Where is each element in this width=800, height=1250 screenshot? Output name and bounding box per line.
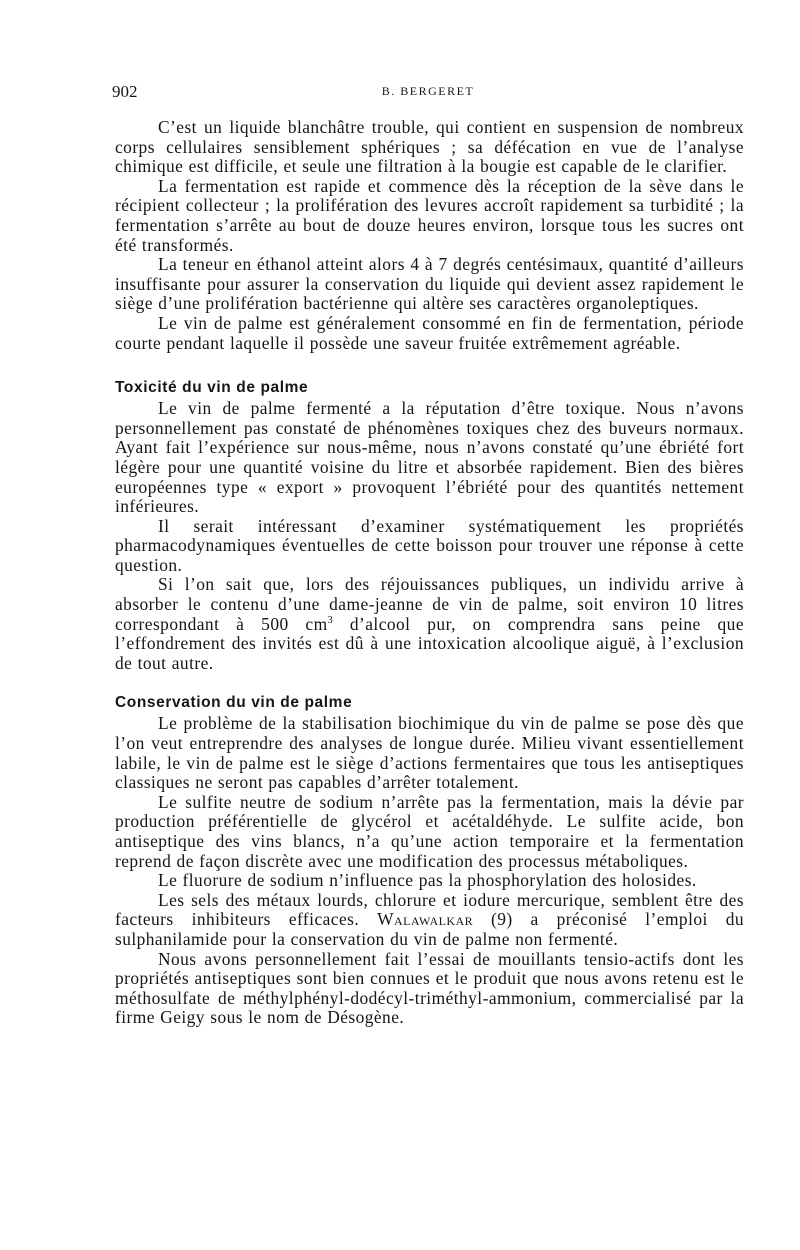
section-heading-conservation: Conservation du vin de palme xyxy=(115,694,353,712)
conservation-paragraph-4 xyxy=(115,891,744,950)
conservation-paragraph-5: Nous avons personnellement fait l’essai de mouillants tensio-actifs dont les propriétés antiseptiques sont bien connues et le produit que nous avons retenu est le méthosulfate de méthylphényl-dodécyl-triméthyl-ammonium, commercialisé par la firme Geigy sous le nom de Désogène. xyxy=(115,948,744,1028)
conservation-p4-text-after: (9) a préconisé l’emploi du sulphanilamide pour la conservation du vin de palme non fermenté. xyxy=(115,909,745,949)
running-head: B. BERGERET xyxy=(381,84,475,98)
page-number: 902 xyxy=(112,82,138,101)
conservation-paragraph-2: Le sulfite neutre de sodium n’arrête pas la fermentation, mais la dévie par production préférentielle de glycérol et acétaldéhyde. Le sulfite acide, bon antiseptique des vins blancs, n’a qu’une action temporaire et la fermentation reprend de façon discrète avec une modification des processus métaboliques. xyxy=(115,791,744,871)
cubic-superscript: 3 xyxy=(327,614,334,626)
intro-paragraph-4: Le vin de palme est généralement consommé en fin de fermentation, période courte pendant laquelle il possède une saveur fruitée extrêmement agréable. xyxy=(115,312,744,353)
intro-paragraph-2: La fermentation est rapide et commence dès la réception de la sève dans le récipient collecteur ; la prolifération des levures accroît rapidement sa turbidité ; la fermentation s’arrête au bout de douze heures environ, lorsque tous les sucres ont été transformés. xyxy=(115,175,744,255)
toxicity-paragraph-2: Il serait intéressant d’examiner systématiquement les propriétés pharmacodynamiques éventuelles de cette boisson pour trouver une réponse à cette question. xyxy=(115,515,744,575)
toxicity-p3-text-after: d’alcool pur, on comprendra sans peine que l’effondrement des invités est dû à une intoxication alcoolique aiguë, à l’exclusion de tout autre. xyxy=(115,613,744,673)
conservation-paragraph-3: Le fluorure de sodium n’influence pas la phosphorylation des holosides. xyxy=(158,870,697,891)
toxicity-p3-text-before: Si l’on sait que, lors des réjouissances publiques, un individu arrive à absorber le contenu d’une dame-jeanne de vin de palme, soit environ 10 litres correspondant à 500 cm xyxy=(115,574,744,634)
intro-paragraph-1: C’est un liquide blanchâtre trouble, qui contient en suspension de nombreux corps cellulaires sensiblement sphériques ; sa défécation en vue de l’analyse chimique est difficile, et seule une filtration à la bougie est capable de le clarifier. xyxy=(115,117,744,177)
conservation-p4-text-before: Les sels des métaux lourds, chlorure et iodure mercurique, semblent être des facteurs inhibiteurs efficaces. xyxy=(115,889,744,930)
conservation-paragraph-1: Le problème de la stabilisation biochimique du vin de palme se pose dès que l’on veut entreprendre des analyses de longue durée. Milieu vivant essentiellement labile, le vin de palme est le siège d’actions fermentaires que tous les antiseptiques classiques ne seront pas capables d’arrêter totalement. xyxy=(115,713,744,793)
toxicity-paragraph-3 xyxy=(115,575,744,673)
page-header xyxy=(112,82,744,102)
author-citation: Walawalkar xyxy=(377,909,474,930)
article-body xyxy=(115,118,744,1028)
toxicity-paragraph-1: Le vin de palme fermenté a la réputation d’être toxique. Nous n’avons personnellement pas constaté de phénomènes toxiques chez des buveurs normaux. Ayant fait l’expérience sur nous-même, nous n’avons constaté qu’une ébriété fort légère pour une quantité voisine du litre et absorbée rapidement. Bien des bières européennes type « export » provoquent l’ébriété pour des quantités nettement inférieures. xyxy=(115,398,744,517)
intro-paragraph-3: La teneur en éthanol atteint alors 4 à 7 degrés centésimaux, quantité d’ailleurs insuffisante pour assurer la conservation du liquide qui devient assez rapidement le siège d’une prolifération bactérienne qui altère ses caractères organoleptiques. xyxy=(115,254,744,314)
section-heading-toxicity: Toxicité du vin de palme xyxy=(115,379,309,397)
